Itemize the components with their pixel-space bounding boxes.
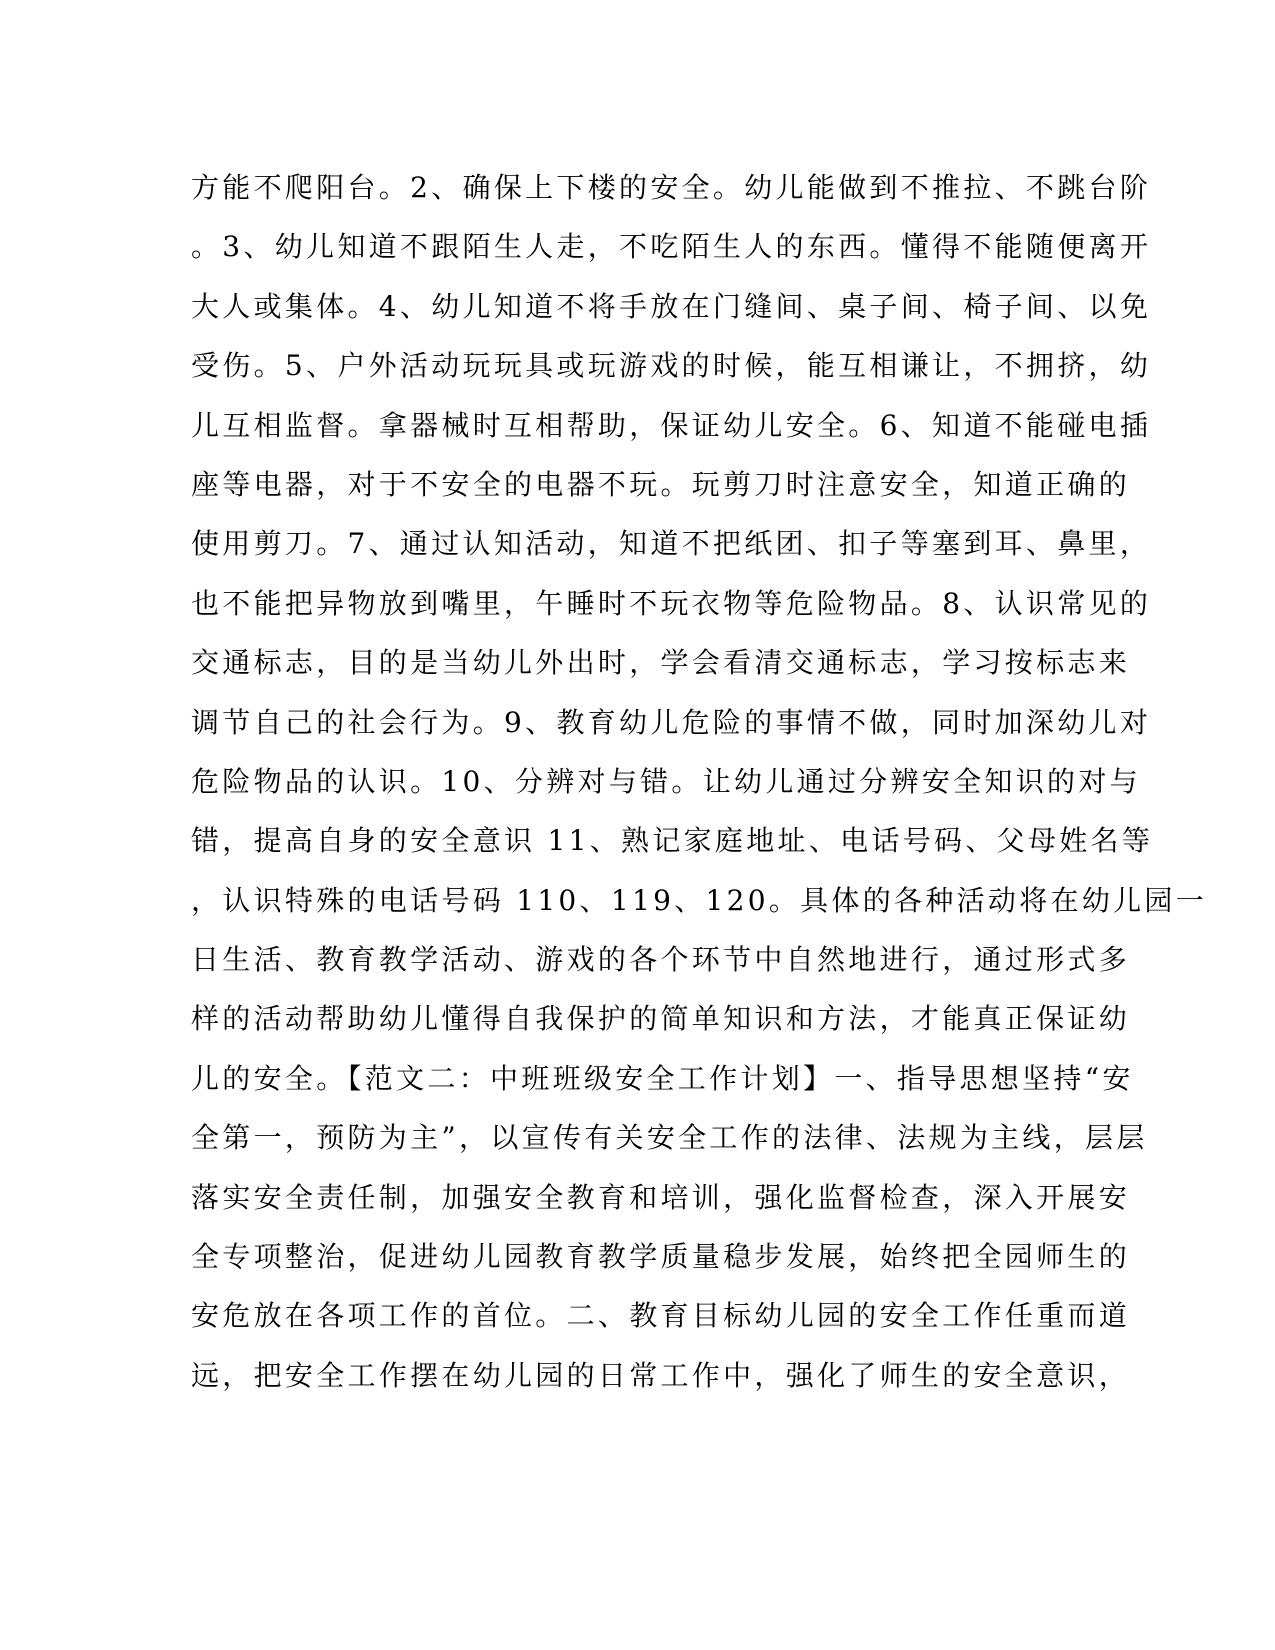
text-line: ，认识特殊的电话号码 110、119、120。具体的各种活动将在幼儿园一 [191,883,1208,917]
text-line: 全专项整治，促进幼儿园教育教学质量稳步发展，始终把全园师生的 [191,1240,1131,1274]
text-line: 危险物品的认识。10、分辨对与错。让幼儿通过分辨安全知识的对与 [191,764,1141,798]
text-line: 儿互相监督。拿器械时互相帮助，保证幼儿安全。6、知道不能碰电插 [191,408,1152,442]
text-line: 。3、幼儿知道不跟陌生人走，不吃陌生人的东西。懂得不能随便离开 [191,230,1152,264]
text-line: 错，提高自身的安全意识 11、熟记家庭地址、电话号码、父母姓名等 [191,824,1154,858]
body-text [191,158,1208,1405]
text-line: 远，把安全工作摆在幼儿园的日常工作中，强化了师生的安全意识， [191,1358,1131,1392]
text-line: 大人或集体。4、幼儿知道不将手放在门缝间、桌子间、椅子间、以免 [191,289,1152,323]
text-line: 交通标志，目的是当幼儿外出时，学会看清交通标志，学习按标志来 [191,646,1131,680]
text-line: 受伤。5、户外活动玩玩具或玩游戏的时候，能互相谦让，不拥挤，幼 [191,349,1152,383]
text-line: 日生活、教育教学活动、游戏的各个环节中自然地进行，通过形式多 [191,943,1131,977]
text-line: 安危放在各项工作的首位。二、教育目标幼儿园的安全工作任重而道 [191,1299,1131,1333]
text-line: 调节自己的社会行为。9、教育幼儿危险的事情不做，同时加深幼儿对 [191,705,1152,739]
text-line: 儿的安全。【范文二：中班班级安全工作计划】一、指导思想坚持“安 [191,1061,1134,1095]
text-line: 样的活动帮助幼儿懂得自我保护的简单知识和方法，才能真正保证幼 [191,1002,1131,1036]
text-line: 使用剪刀。7、通过认知活动，知道不把纸团、扣子等塞到耳、鼻里， [191,527,1152,561]
text-line: 也不能把异物放到嘴里，午睡时不玩衣物等危险物品。8、认识常见的 [191,586,1152,620]
text-line: 方能不爬阳台。2、确保上下楼的安全。幼儿能做到不推拉、不跳台阶 [191,171,1152,204]
text-line: 座等电器，对于不安全的电器不玩。玩剪刀时注意安全，知道正确的 [191,467,1131,501]
text-line: 全第一，预防为主”，以宣传有关安全工作的法律、法规为主线，层层 [191,1121,1148,1155]
text-line: 落实安全责任制，加强安全教育和培训，强化监督检查，深入开展安 [191,1180,1131,1214]
